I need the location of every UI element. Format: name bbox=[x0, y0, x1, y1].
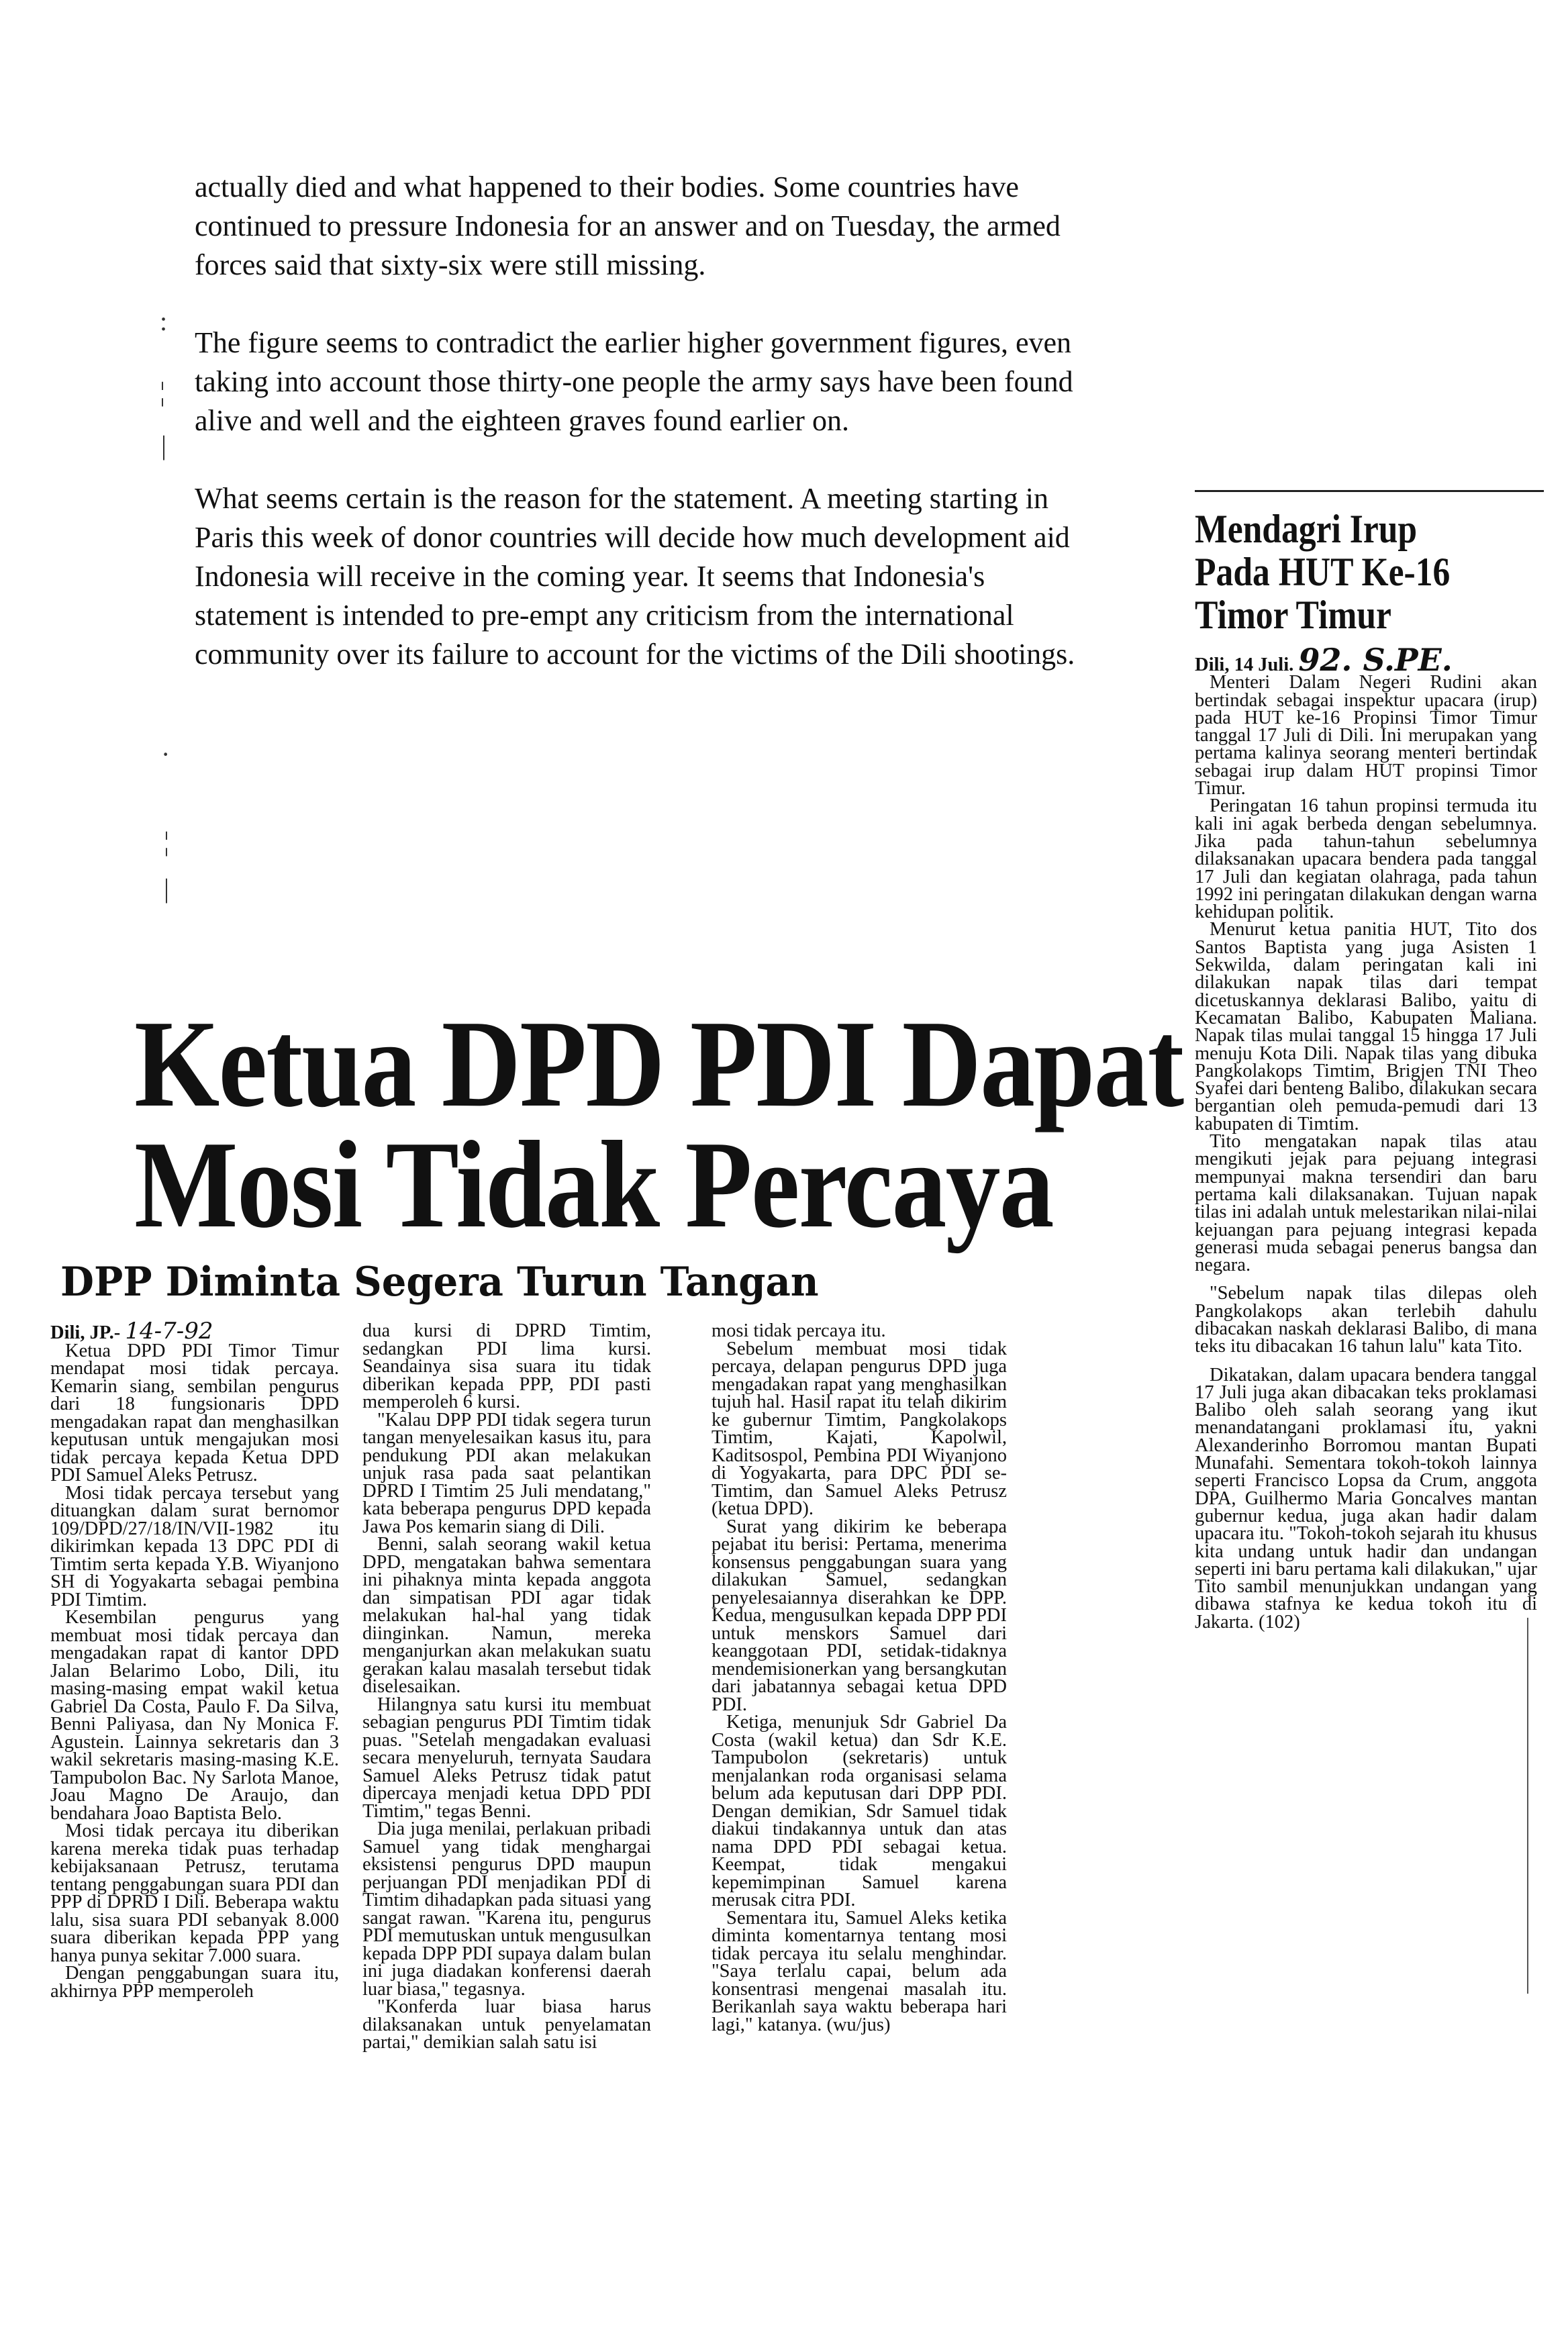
sidebar-headline-line: Pada HUT Ke-16 bbox=[1195, 550, 1451, 594]
article-paragraph: Mosi tidak percaya tersebut yang dituangkan dalam surat bernomor 109/DPD/27/18/IN/VII-1982 itu dikirimkan kepada 13 DPC PDI di Timtim serta kepada Y.B. Wiyanjono SH di Yogyakarta sebagai pembina PDI Timtim. bbox=[50, 1482, 339, 1610]
article-paragraph: Mosi tidak percaya itu diberikan karena mereka tidak puas terhadap kebijaksanaan Petrusz, terutama tentang penggabungan suara PDI dan PPP di DPRD I Dili. Beberapa waktu lalu, sisa suara PDI sebanyak 8.000 suara diberikan kepada PPP yang hanya punya sekitar 7.000 suara. bbox=[50, 1820, 339, 1966]
sidebar-paragraph: Menurut ketua panitia HUT, Tito dos Santos Baptista yang juga Asisten 1 Sekwilda, dalam peringatan kali ini dilakukan napak tilas dari tempat dicetuskannya deklarasi Balibo, yaitu di Kecamatan Balibo, Kabupaten Maliana. Napak tilas mulai tanggal 15 hingga 17 Juli menuju Kota Dili. Napak tilas yang dibuka Pangkolakops Timtim, Brigjen TNI Theo Syafei dari benteng Balibo, dilakukan secara bergantian oleh pemuda-pemudi dari 13 kabupaten di Timtim. bbox=[1195, 919, 1537, 1134]
article-column-2 bbox=[362, 1322, 651, 2052]
sidebar-body bbox=[1195, 642, 1537, 1633]
sidebar-headline-line: Timor Timur bbox=[1195, 593, 1391, 637]
sidebar-paragraph: Peringatan 16 tahun propinsi termuda itu kali ini agak berbeda dengan sebelumnya. Jika pada tahun-tahun sebelumnya dilaksanakan upacara bendera pada tanggal 17 Juli dan kegiatan olahraga, pada tahun 1992 ini peringatan dilakukan dengan warna kehidupan politik. bbox=[1195, 795, 1537, 923]
margin-mark: | bbox=[164, 873, 170, 904]
article-paragraph: Kesembilan pengurus yang membuat mosi tidak percaya dan mengadakan rapat di kantor DPD Jalan Belarimo Lobo, Dili, itu masing-masing empat wakil ketua Gabriel Da Costa, Paulo F. Da Silva, Benni Paliyasa, dan Ny Monica F. Agustein. Lainnya sekretaris dan 3 wakil sekretaris masing-masing K.E. Tampubolon Bac. Ny Sarlota Manoe, Joau Magno De Araujo, dan bendahara Joao Baptista Belo. bbox=[50, 1607, 339, 1824]
headline-line: Mosi Tidak Percaya bbox=[134, 1116, 1053, 1254]
handwritten-note: 92. S.PE. bbox=[1298, 642, 1453, 678]
article-paragraph: mosi tidak percaya itu. bbox=[712, 1320, 886, 1341]
article-column-3 bbox=[712, 1322, 1007, 2034]
sidebar-headline bbox=[1195, 507, 1495, 636]
article-subheadline: DPP Diminta Segera Turun Tangan bbox=[60, 1259, 819, 1306]
article-paragraph: Sementara itu, Samuel Aleks ketika diminta komentarnya tentang mosi tidak percaya itu selalu menghindar. "Saya terlalu capai, belum ada konsentrasi mengenai masalah itu. Berikanlah saya waktu beberapa hari lagi," katanya. (wu/jus) bbox=[712, 1907, 1007, 2035]
margin-mark: · bbox=[161, 739, 170, 769]
sidebar-headline-line: Mendagri Irup bbox=[1195, 507, 1418, 551]
article-paragraph: dua kursi di DPRD Timtim, sedangkan PDI lima kursi. Seandainya sisa suara itu tidak diberikan kepada PPP, PDI pasti memperoleh 6 kursi. bbox=[362, 1320, 651, 1412]
sidebar-paragraph: Tito mengatakan napak tilas atau mengikuti jejak para pejuang integrasi mempunyai makna tersendiri dan baru pertama kali dilaksanakan. Tujuan napak tilas ini adalah untuk melestarikan nilai-nilai kejuangan para pejuang integrasi kepada generasi muda sebagai penerus bangsa dan negara. bbox=[1195, 1131, 1537, 1276]
margin-mark: ¦ bbox=[160, 377, 166, 407]
article-paragraph: Dia juga menilai, perlakuan pribadi Samuel yang tidak menghargai eksistensi pengurus DPD maupun perjuangan PDI menjadikan PDI di Timtim dihadapkan pada situasi yang sangat rawan. "Karena itu, pengurus PDI memutuskan untuk mengusulkan kepada DPP PDI supaya dalam bulan ini juga diadakan konferensi daerah luar biasa," tegasnya. bbox=[362, 1818, 651, 2000]
article-paragraph: Dengan penggabungan suara itu, akhirnya PPP memperoleh bbox=[50, 1963, 339, 2002]
dateline-text: Dili, JP.- bbox=[50, 1322, 121, 1343]
transcript-paragraph: actually died and what happened to their bodies. Some countries have continued to pressure Indonesia for an answer and on Tuesday, the armed forces said that sixty-six were still missing. bbox=[195, 171, 1061, 281]
article-paragraph: "Kalau DPP PDI tidak segera turun tangan menyelesaikan kasus itu, para pendukung PDI akan melakukan unjuk rasa pada saat pelantikan DPRD I Timtim 25 Juli mendatang," kata beberapa pengurus DPD kepada Jawa Pos kemarin siang di Dili. bbox=[362, 1409, 651, 1537]
english-transcript bbox=[195, 168, 1087, 713]
margin-mark: ¦ bbox=[164, 826, 170, 857]
sidebar-dateline bbox=[1195, 642, 1537, 678]
article-paragraph: Benni, salah seorang wakil ketua DPD, mengatakan bahwa sementara ini pihaknya minta kepada anggota dan simpatisan PDI agar tidak melakukan hal-hal yang tidak diinginkan. Namun, mereka menganjurkan akan melakukan suatu gerakan kalau masalah tersebut tidak diselesaikan. bbox=[362, 1534, 651, 1697]
transcript-paragraph: The figure seems to contradict the earlier higher government figures, even taking into account those thirty-one people the army says have been found alive and well and the eighteen graves found earlier on. bbox=[195, 326, 1073, 437]
sidebar-top-rule bbox=[1195, 490, 1544, 492]
article-paragraph: Sebelum membuat mosi tidak percaya, delapan pengurus DPD juga mengadakan rapat yang menghasilkan tujuh hal. Hasil rapat itu telah dikirim ke gubernur Timtim, Pangkolakops Timtim, Kajati, Kapolwil, Kaditsospol, Pembina PDI Wiyanjono di Yogyakarta, para DPC PDI se-Timtim, dan Samuel Aleks Petrusz (ketua DPD). bbox=[712, 1338, 1007, 1519]
article-paragraph: Ketiga, menunjuk Sdr Gabriel Da Costa (wakil ketua) dan Sdr K.E. Tampubolon (sekretaris) untuk menjalankan roda organisasi selama belum ada keputusan dari DPP PDI. Dengan demikian, Sdr Samuel tidak diakui tindakannya untuk dan atas nama DPD PDI sebagai ketua. Keempat, tidak mengakui kepemimpinan Samuel karena merusak citra PDI. bbox=[712, 1712, 1007, 1910]
article-paragraph: Ketua DPD PDI Timor Timur mendapat mosi tidak percaya. Kemarin siang, sembilan pengurus dari 18 fungsionaris DPD mengadakan rapat dan menghasilkan keputusan untuk mengajukan mosi tidak percaya kepada Ketua DPD PDI Samuel Aleks Petrusz. bbox=[50, 1340, 339, 1486]
article-paragraph: Surat yang dikirim ke beberapa pejabat itu berisi: Pertama, menerima konsensus penggabungan suara yang dilakukan Samuel, sedangkan penyelesaiannya diserahkan ke DPP. Kedua, mengusulkan kepada DPP PDI untuk menskors Samuel dari keanggotaan PDI, setidak-tidaknya mendemisionerkan yang bersangkutan dari jabatannya sebagai ketua DPD PDI. bbox=[712, 1516, 1007, 1715]
sidebar-paragraph: "Sebelum napak tilas dilepas oleh Pangkolakops akan terlebih dahulu dibacakan naskah deklarasi Balibo, di mana teks itu dibacakan 16 tahun lalu" kata Tito. bbox=[1195, 1283, 1537, 1357]
margin-mark: : bbox=[160, 306, 168, 336]
transcript-paragraph: What seems certain is the reason for the statement. A meeting starting in Paris this week of donor countries will decide how much development aid Indonesia will receive in the coming year. It seems that Indonesia's statement is intended to pre-empt any criticism from the international community over its failure to account for the victims of the Dili shootings. bbox=[195, 482, 1075, 671]
article-paragraph: Hilangnya satu kursi itu membuat sebagian pengurus PDI Timtim tidak puas. "Setelah mengadakan evaluasi secara menyeluruh, ternyata Saudara Samuel Aleks Petrusz tidak patut dipercaya menjadi ketua DPD PDI Timtim," tegas Benni. bbox=[362, 1694, 651, 1822]
handwritten-date: 14-7-92 bbox=[125, 1318, 213, 1345]
article-headline bbox=[134, 995, 1183, 1254]
sidebar-dateline-text: Dili, 14 Juli. bbox=[1195, 654, 1294, 675]
headline-line: Ketua DPD PDI Dapat bbox=[134, 995, 1183, 1133]
sidebar-side-rule bbox=[1527, 1618, 1528, 1994]
sidebar-paragraph: Dikatakan, dalam upacara bendera tanggal 17 Juli juga akan dibacakan teks proklamasi Balibo oleh salah seorang yang ikut menandatangani proklamasi itu, yakni Alexanderinho Borromou mantan Bupati Munafahi. Sementara tokoh-tokoh lainnya seperti Francisco Lopsa da Crum, anggota DPA, Guilhermo Maria Goncalves mantan gubernur kedua, juga akan hadir dalam upacara itu. "Tokoh-tokoh sejarah itu khusus kita undang untuk hadir dan undangan seperti ini baru pertama kali dilakukan," ujar Tito sambil menunjukkan undangan yang dibawa stafnya ke kedua tokoh itu di Jakarta. (102) bbox=[1195, 1364, 1537, 1633]
dateline bbox=[50, 1318, 339, 1345]
article-column-1 bbox=[50, 1318, 339, 2002]
article-paragraph: "Konferda luar biasa harus dilaksanakan untuk penyelamatan partai," demikian salah satu isi bbox=[362, 1996, 651, 2053]
margin-mark: | bbox=[161, 430, 167, 460]
sidebar-paragraph: Menteri Dalam Negeri Rudini akan bertindak sebagai inspektur upacara (irup) pada HUT ke-16 Propinsi Timor Timur tanggal 17 Juli di Dili. Ini merupakan yang pertama kalinya seorang menteri bertindak sebagai irup dalam HUT propinsi Timor Timur. bbox=[1195, 672, 1537, 799]
